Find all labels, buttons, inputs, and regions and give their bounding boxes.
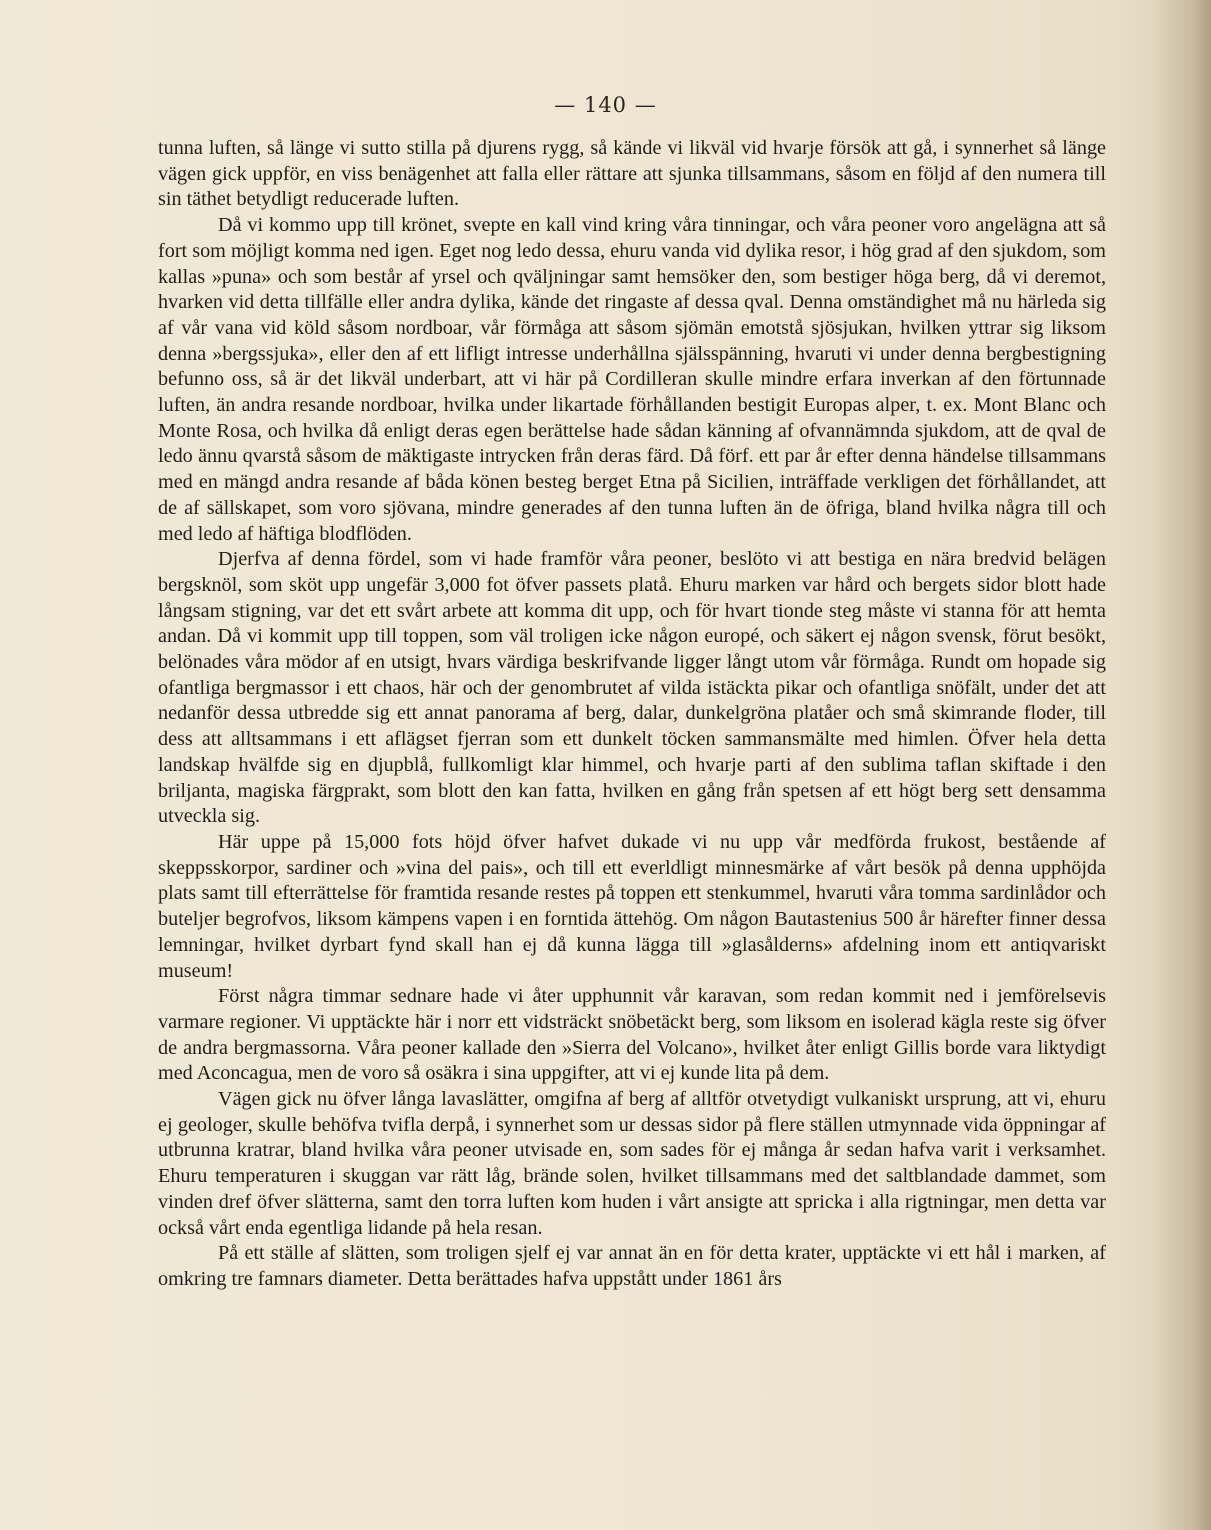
page-number: — 140 — xyxy=(554,93,657,117)
page-body-text xyxy=(158,136,1106,1293)
paragraph: Vägen gick nu öfver långa lavaslätter, omgifna af berg af alltför otvetydigt vulkaniskt ursprung, att vi, ehuru ej geologer, skulle behöfva tvifla derpå, i synnerhet som ur dessas sidor på flere ställen utmynnade vida öppningar af utbrunna kratrar, bland hvilka våra peoner utvisade en, som sades för ej många år sedan hafva varit i verksamhet. Ehuru temperaturen i skuggan var rätt låg, brände solen, hvilket tillsammans med det saltblandade dammet, som vinden dref öfver slätterna, samt den torra luften kom huden i vårt ansigte att spricka i alla rigtningar, men detta var också vårt enda egentliga lidande på hela resan. xyxy=(158,1088,1106,1239)
paragraph: Djerfva af denna fördel, som vi hade framför våra peoner, beslöto vi att bestiga en nära bredvid belägen bergsknöl, som sköt upp ungefär 3,000 fot öfver passets platå. Ehuru marken var hård och bergets sidor blott hade långsam stigning, var det ett svårt arbete att komma dit upp, och för hvart tionde steg måste vi stanna för att hemta andan. Då vi kommit upp till toppen, som väl troligen icke någon europé, och säkert ej någon svensk, förut besökt, belönades våra mödor af en utsigt, hvars värdiga beskrifvande ligger långt utom vår förmåga. Rundt om hopade sig ofantliga bergmassor i ett chaos, här och der genombrutet af vilda istäckta pikar och ofantliga snöfält, under det att nedanför dessa utbredde sig ett annat panorama af berg, dalar, dunkelgröna platåer och små skimrande floder, till dess att alltsammans i ett aflägset fjerran som ett dunkelt töcken sammansmälte med himlen. Öfver hela detta landskap hvälfde sig en djupblå, fullkomligt klar himmel, och hvarje parti af den sublima taflan skiftade i den briljanta, magiska färgprakt, som blott den kan fatta, hvilken en gång från spetsen af ett högt berg sett densamma utveckla sig. xyxy=(158,548,1106,828)
paragraph: På ett ställe af slätten, som troligen sjelf ej var annat än en för detta krater, upptäckte vi ett hål i marken, af omkring tre famnars diameter. Detta berättades hafva uppstått under 1861 års xyxy=(158,1242,1106,1290)
paragraph-continuation: tunna luften, så länge vi sutto stilla på djurens rygg, så kände vi likväl vid hvarje försök att gå, i synnerhet så länge vägen gick uppför, en viss benägenhet att falla eller rättare att sjunka tillsammans, såsom en följd af den numera till sin täthet betydligt reducerade luften. xyxy=(158,137,1106,211)
paragraph: Då vi kommo upp till krönet, svepte en kall vind kring våra tinningar, och våra peoner voro angelägna att så fort som möjligt komma ned igen. Eget nog ledo dessa, ehuru vanda vid dylika resor, i hög grad af den sjukdom, som kallas »puna» och som består af yrsel och qväljningar samt hemsöker den, som bestiger höga berg, då vi deremot, hvarken vid detta tillfälle eller andra dylika, kände det ringaste af dessa qval. Denna omständighet må nu härleda sig af vår vana vid köld såsom nordboar, vår förmåga att såsom sjömän emotstå sjösjukan, hvilken yttrar sig liksom denna »bergssjuka», eller den af ett lifligt intresse underhållna själsspänning, hvaruti vi under denna bergbestigning befunno oss, så är det likväl underbart, att vi här på Cordilleran skulle mindre erfara inverkan af den förtunnade luften, än andra resande nordboar, hvilka under likartade förhållanden bestigit Europas alper, t. ex. Mont Blanc och Monte Rosa, och hvilka då enligt deras egen berättelse hade sådan känning af ofvannämnda sjukdom, att de qval de ledo ännu qvarstå såsom de mäktigaste intrycken från deras färd. Då förf. ett par år efter denna händelse tillsammans med en mängd andra resande af båda könen besteg berget Etna på Sicilien, inträffade verkligen det förhållandet, att de af sällskapet, som voro sjövana, mindre generades af den tunna luften än de öfriga, bland hvilka några till och med ledo af häftiga blodflöden. xyxy=(158,214,1106,545)
paragraph: Först några timmar sednare hade vi åter upphunnit vår karavan, som redan kommit ned i jemförelsevis varmare regioner. Vi upptäckte här i norr ett vidsträckt snöbetäckt berg, som liksom en isolerad kägla reste sig öfver de andra bergmassorna. Våra peoner kallade den »Sierra del Volcano», hvilket åter enligt Gillis borde vara liktydigt med Aconcagua, men de voro så osäkra i sina uppgifter, att vi ej kunde lita på dem. xyxy=(158,985,1106,1085)
paragraph: Här uppe på 15,000 fots höjd öfver hafvet dukade vi nu upp vår medförda frukost, bestående af skeppsskorpor, sardiner och »vina del pais», och till ett everldligt minnesmärke af vårt besök på denna upphöjda plats samt till efterrättelse för framtida resande restes på toppen ett stenkummel, hvaruti våra tomma sardinlådor och buteljer begrofvos, liksom kämpens vapen i en forntida ättehög. Om någon Bautastenius 500 år härefter finner dessa lemningar, hvilket dyrbart fynd skall han ej då kunna lägga till »glasålderns» afdelning inom ett antiqvariskt museum! xyxy=(158,830,1106,982)
page-edge-shadow xyxy=(1151,0,1211,1530)
